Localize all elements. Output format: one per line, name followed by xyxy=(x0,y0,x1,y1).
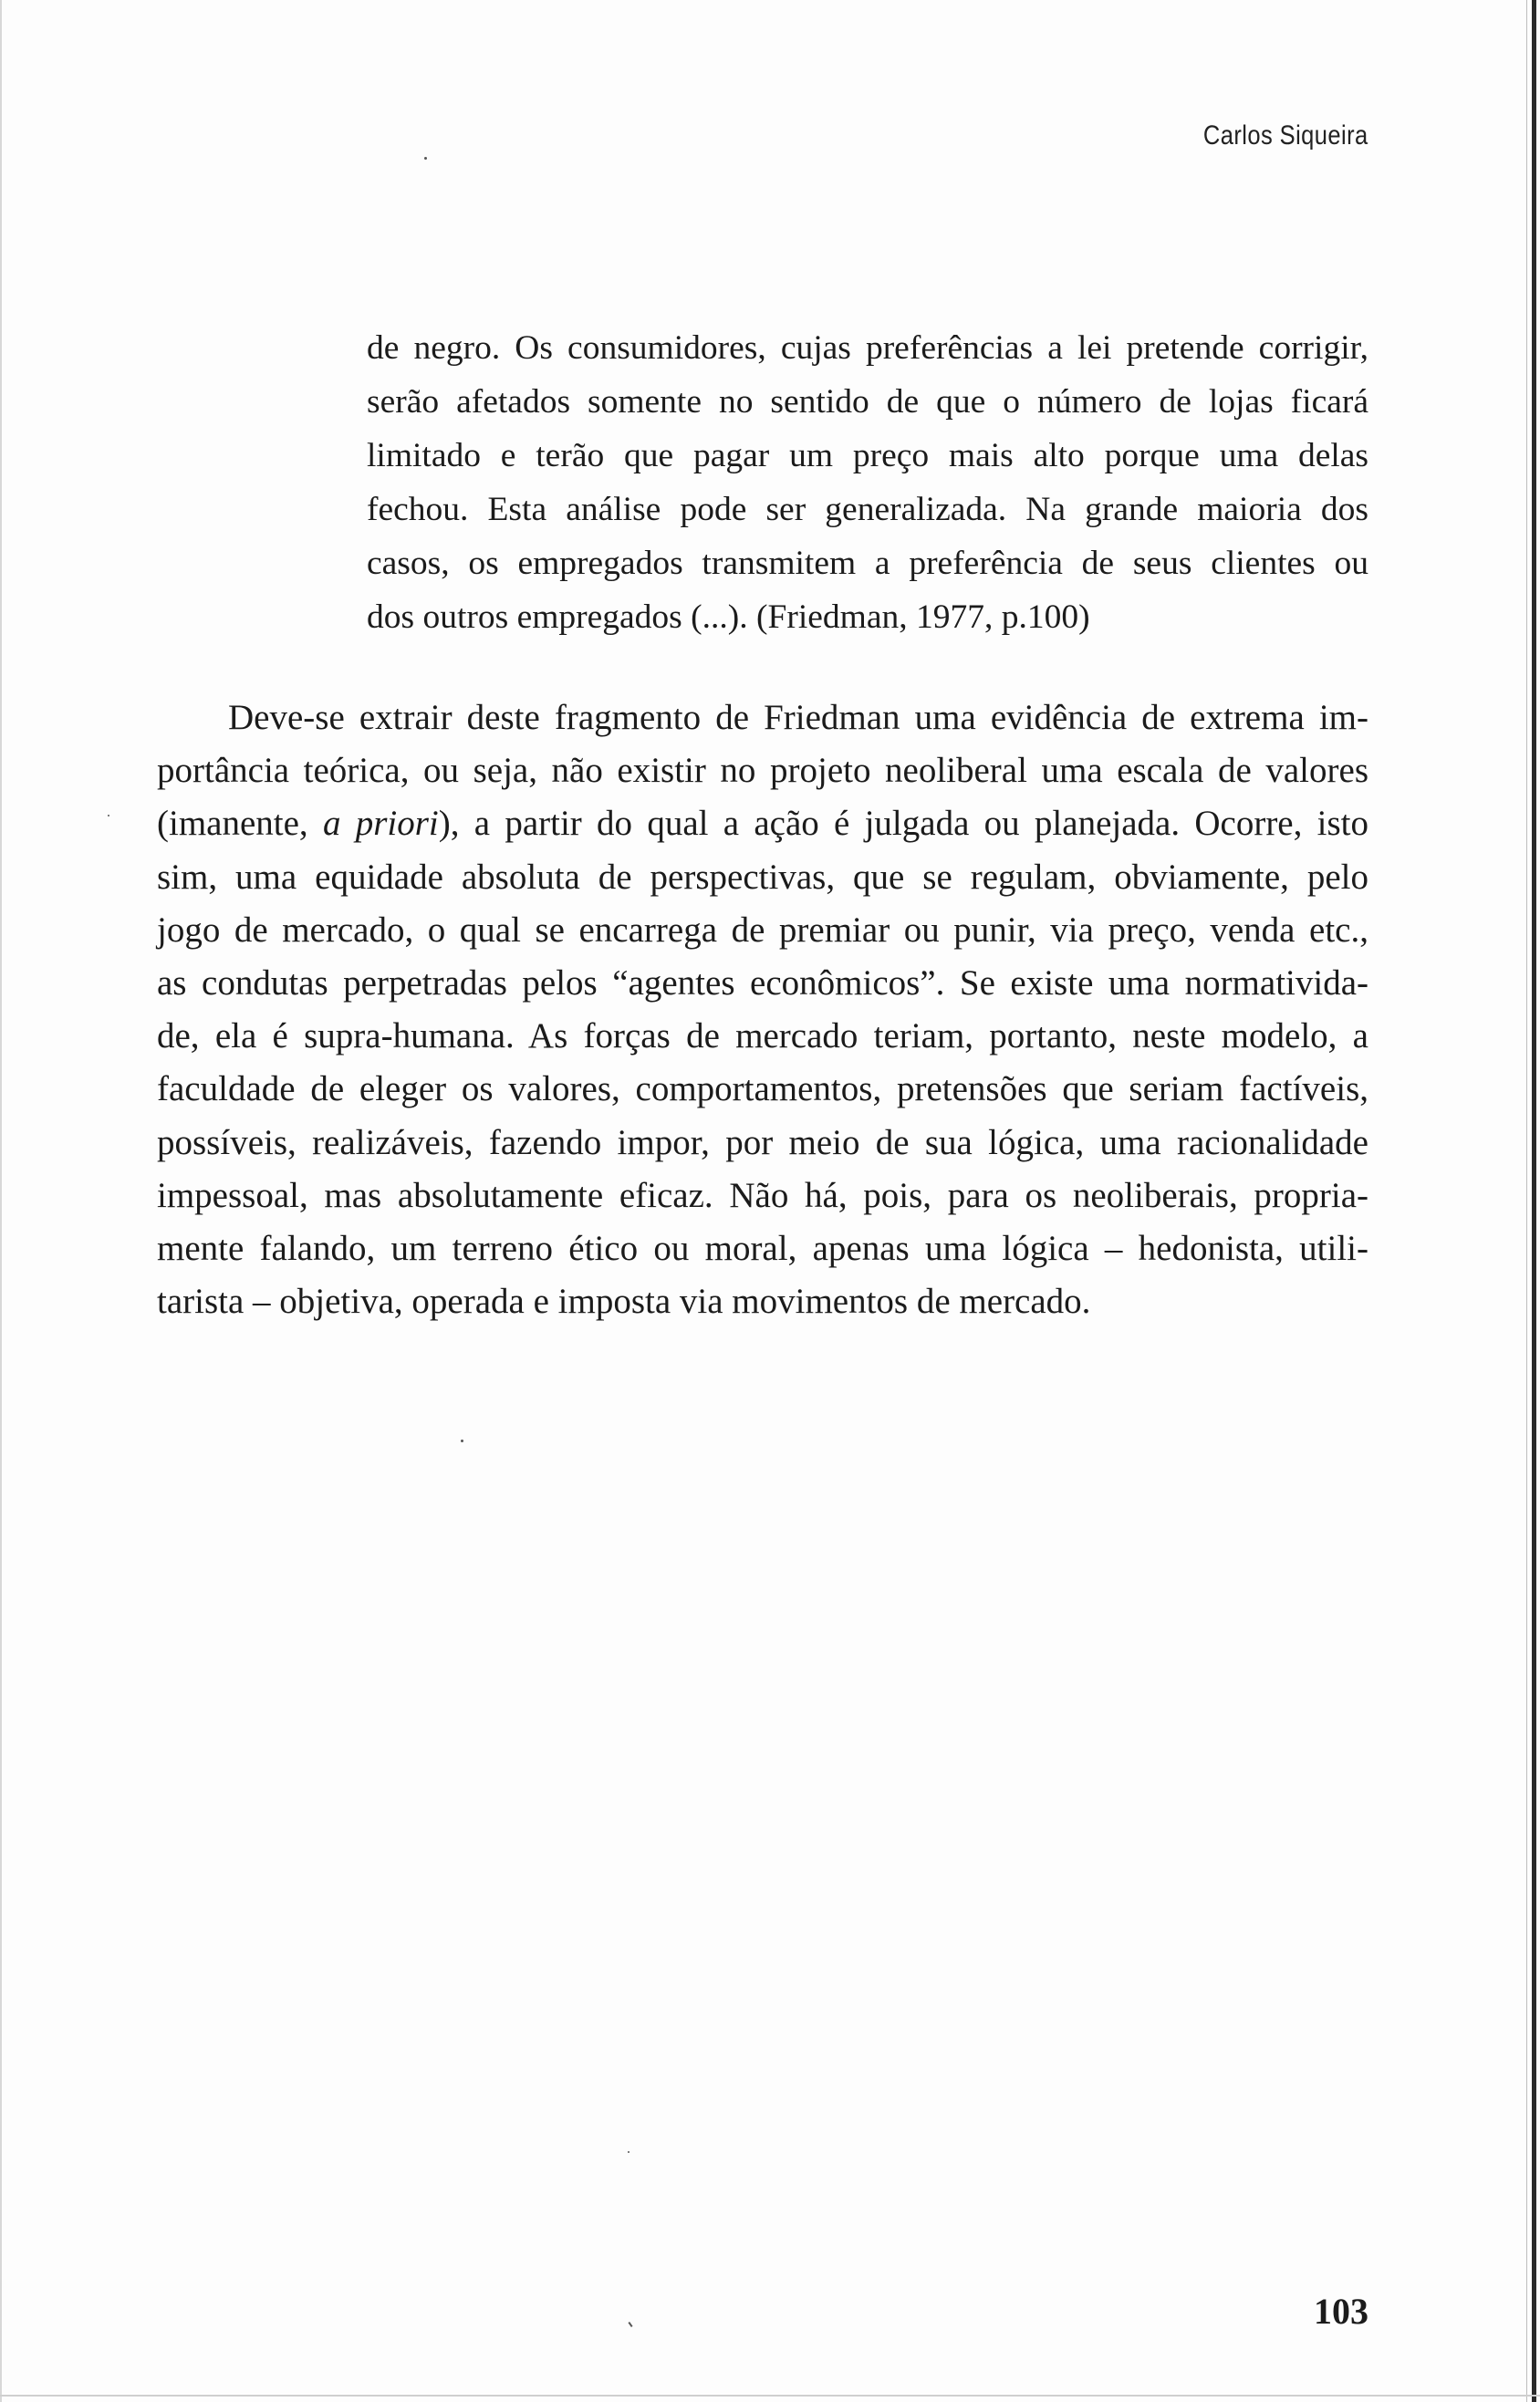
scan-speck xyxy=(628,2151,630,2153)
scan-speck xyxy=(108,815,109,816)
scan-speck xyxy=(424,157,427,160)
quote-line: casos, os empregados transmitem a preferência de seus clientes ou xyxy=(367,545,1368,582)
paragraph-line: mente falando, um terreno ético ou moral, apenas uma lógica – hedonista, utili- xyxy=(157,1229,1368,1269)
scan-right-edge xyxy=(1532,0,1536,2402)
paragraph-line-text: ), a partir do qual a ação é julgada ou planejada. Ocorre, isto xyxy=(438,804,1368,844)
paragraph-line-text: (imanente, xyxy=(157,804,323,844)
page-number: 103 xyxy=(1314,2291,1368,2332)
scan-speck xyxy=(461,1440,463,1442)
paragraph-line: tarista – objetiva, operada e imposta via movimentos de mercado. xyxy=(157,1282,1091,1322)
paragraph-line: jogo de mercado, o qual se encarrega de premiar ou punir, via preço, venda etc., xyxy=(157,910,1368,950)
quote-line: fechou. Esta análise pode ser generalizada. Na grande maioria dos xyxy=(367,491,1368,528)
quote-line: serão afetados somente no sentido de que o número de lojas ficará xyxy=(367,383,1368,421)
paragraph-line: portância teórica, ou seja, não existir no projeto neoliberal uma escala de valores xyxy=(157,751,1368,791)
paragraph-line: possíveis, realizáveis, fazendo impor, por meio de sua lógica, uma racionalidade xyxy=(157,1122,1368,1162)
quote-line: dos outros empregados (...). (Friedman, 1977, p.100) xyxy=(367,598,1090,636)
scan-right-edge-line xyxy=(1526,0,1527,2402)
scan-left-edge xyxy=(0,0,2,2402)
paragraph-line: impessoal, mas absolutamente eficaz. Não há, pois, para os neoliberais, propria- xyxy=(157,1175,1368,1215)
italic-term: a priori xyxy=(322,804,439,844)
quote-line: de negro. Os consumidores, cujas preferências a lei pretende corrigir, xyxy=(367,329,1368,367)
body-paragraph xyxy=(157,691,1368,1328)
scan-speck xyxy=(628,2322,632,2327)
block-quote xyxy=(367,321,1368,644)
quote-line: limitado e terão que pagar um preço mais alto porque uma delas xyxy=(367,437,1368,474)
paragraph-line xyxy=(157,797,1368,850)
paragraph-line: as condutas perpetradas pelos “agentes econômicos”. Se existe uma normativida- xyxy=(157,963,1368,1003)
paragraph-line: Deve-se extrair deste fragmento de Friedman uma evidência de extrema im- xyxy=(228,698,1368,737)
paragraph-line: faculdade de eleger os valores, comportamentos, pretensões que seriam factíveis, xyxy=(157,1069,1368,1109)
scan-bottom-edge xyxy=(0,2395,1540,2397)
paragraph-line: de, ela é supra-humana. As forças de mercado teriam, portanto, neste modelo, a xyxy=(157,1016,1368,1056)
paragraph-line: sim, uma equidade absoluta de perspectivas, que se regulam, obviamente, pelo xyxy=(157,857,1368,897)
running-head: Carlos Siqueira xyxy=(1203,120,1368,151)
